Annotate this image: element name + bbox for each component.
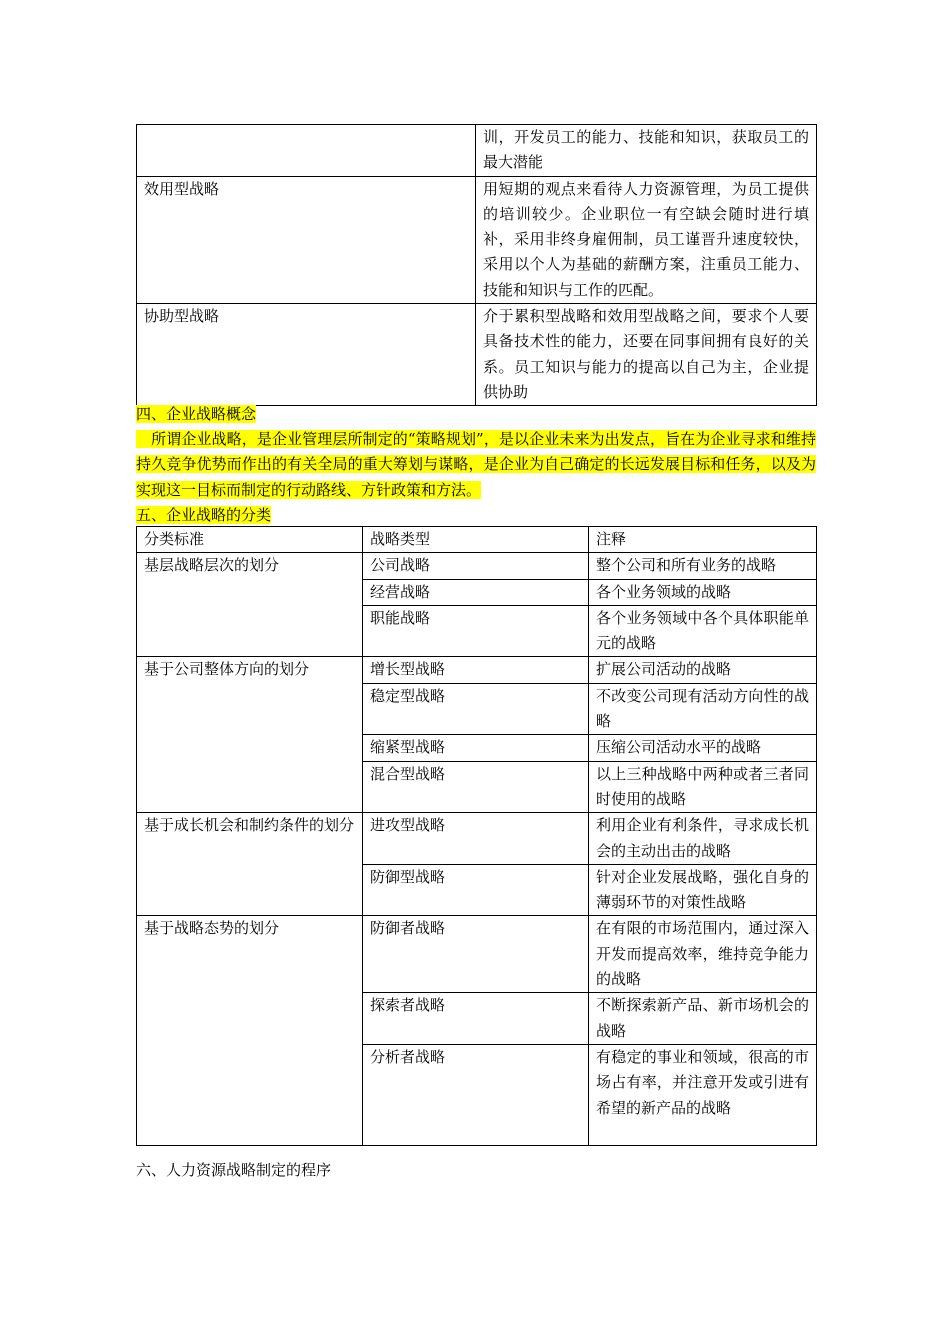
note-cell: 整个公司和所有业务的战略: [589, 553, 817, 579]
section5-heading: [136, 503, 816, 528]
strategy-name-cell: [137, 125, 476, 177]
criterion-cell: 基层战略层次的划分: [137, 553, 363, 657]
type-cell: 防御型战略: [363, 864, 589, 916]
type-cell: 混合型战略: [363, 761, 589, 813]
type-cell: 探索者战略: [363, 993, 589, 1045]
hr-strategy-table: [136, 124, 817, 406]
section4-text: [136, 430, 816, 499]
note-cell: 以上三种战略中两种或者三者同时使用的战略: [589, 761, 817, 813]
strategy-desc-cell: 用短期的观点来看待人力资源管理，为员工提供的培训较少。企业职位一有空缺会随时进行填补，采用非终身雇佣制，员工谨晋升速度较快，采用以个人为基础的薪酬方案，注重员工能力、技能和知识与工作的匹配。: [476, 176, 817, 303]
type-cell: 缩紧型战略: [363, 735, 589, 761]
note-cell: 不断探索新产品、新市场机会的战略: [589, 993, 817, 1045]
type-cell: 分析者战略: [363, 1044, 589, 1145]
strategy-classification-table: [136, 526, 817, 1146]
type-cell: 增长型战略: [363, 657, 589, 683]
strategy-name-cell: 协助型战略: [137, 304, 476, 406]
table-row: [137, 813, 817, 865]
note-cell: 各个业务领域中各个具体职能单元的战略: [589, 605, 817, 657]
note-cell: 在有限的市场范围内，通过深入开发而提高效率，维持竞争能力的战略: [589, 916, 817, 993]
table-row: [137, 125, 817, 177]
type-cell: 防御者战略: [363, 916, 589, 993]
note-cell: 压缩公司活动水平的战略: [589, 735, 817, 761]
table-row: [137, 176, 817, 303]
section4-heading: [136, 402, 816, 427]
type-cell: 公司战略: [363, 553, 589, 579]
section4-text-body: 所谓企业战略，是企业管理层所制定的“策略规划”，是以企业未来为出发点，旨在为企业寻求和维持持久竞争优势而作出的有关全局的重大筹划与谋略，是企业为自己确定的长远发展目标和任务，以及为实现这一目标而制定的行动路线、方针政策和方法。: [136, 430, 816, 499]
criterion-cell: 基于战略态势的划分: [137, 916, 363, 1145]
strategy-desc-cell: 训，开发员工的能力、技能和知识，获取员工的最大潜能: [476, 125, 817, 177]
section4-paragraph: [136, 427, 816, 503]
table-row: [137, 916, 817, 993]
criterion-cell: 基于成长机会和制约条件的划分: [137, 813, 363, 916]
table-row: [137, 657, 817, 683]
type-cell: 进攻型战略: [363, 813, 589, 865]
note-cell: 针对企业发展战略，强化自身的薄弱环节的对策性战略: [589, 864, 817, 916]
note-cell: 各个业务领域的战略: [589, 579, 817, 605]
table-header-row: [137, 527, 817, 553]
section6-heading: 六、人力资源战略制定的程序: [136, 1161, 332, 1179]
type-cell: 稳定型战略: [363, 683, 589, 735]
note-cell: 不改变公司现有活动方向性的战略: [589, 683, 817, 735]
criterion-cell: 基于公司整体方向的划分: [137, 657, 363, 813]
strategy-name-cell: 效用型战略: [137, 176, 476, 303]
note-cell: 扩展公司活动的战略: [589, 657, 817, 683]
table-row: [137, 553, 817, 579]
type-cell: 职能战略: [363, 605, 589, 657]
note-cell: 有稳定的事业和领域，很高的市场占有率，并注意开发或引进有希望的新产品的战略: [589, 1044, 817, 1145]
section5-title: 五、企业战略的分类: [136, 506, 272, 524]
section4-title: 四、企业战略概念: [136, 405, 257, 423]
header-criterion: 分类标准: [137, 527, 363, 553]
header-type: 战略类型: [363, 527, 589, 553]
table-row: [137, 304, 817, 406]
strategy-desc-cell: 介于累积型战略和效用型战略之间，要求个人要具备技术性的能力，还要在同事间拥有良好的关系。员工知识与能力的提高以自己为主，企业提供协助: [476, 304, 817, 406]
header-note: 注释: [589, 527, 817, 553]
type-cell: 经营战略: [363, 579, 589, 605]
note-cell: 利用企业有利条件，寻求成长机会的主动出击的战略: [589, 813, 817, 865]
